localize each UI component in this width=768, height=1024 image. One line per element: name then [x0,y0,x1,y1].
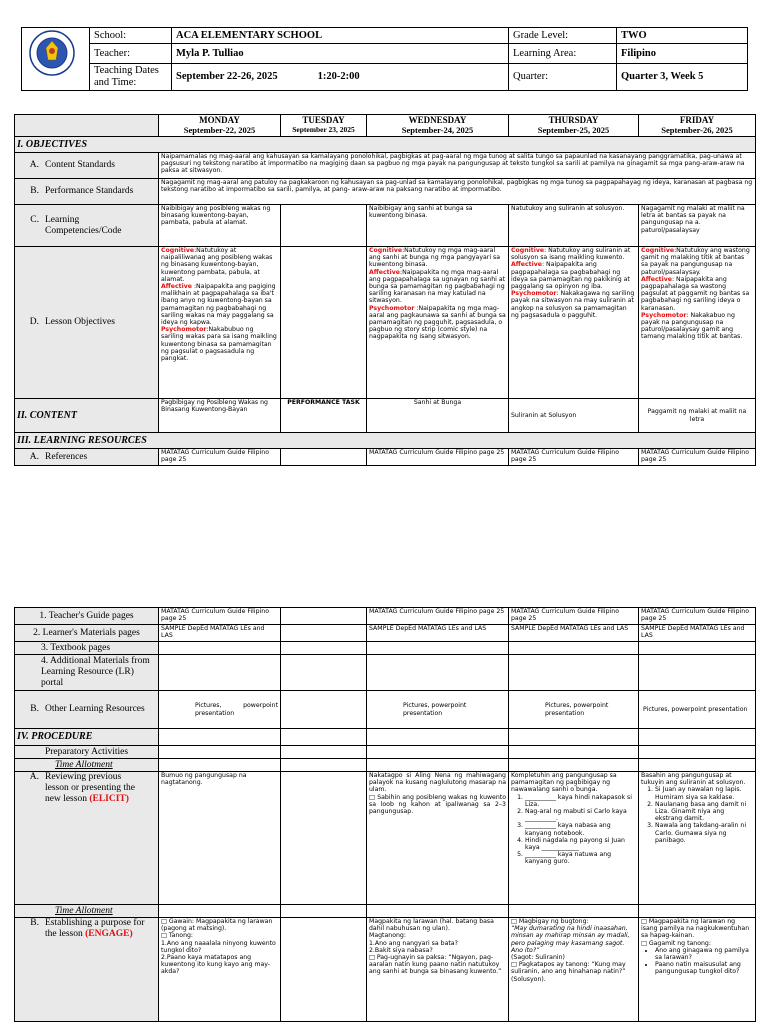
content-friday: Paggamit ng malaki at maliit na letra [639,399,756,433]
olr-friday: Pictures, powerpoint presentation [639,691,756,729]
tg-monday: MATATAG Curriculum Guide Filipino page 25 [159,608,281,625]
lm-friday: SAMPLE DepEd MATATAG LEs and LAS [639,625,756,642]
am-monday [159,655,281,691]
engage-wednesday: Magpakita ng larawan (hal. batang basa dahil nabuhusan ng ulan). Magtanong: 1.Ano ang nangyari sa bata? 2.Bakit siya nabasa? □ Pag-ugnayin sa paksa: “Ngayon, pag-aaralan natin kung paano natin natutukoy ang sanhi at bunga sa binasang kuwento.” [367,918,509,1022]
elicit-monday: Bumuo ng pangungusap na nagtatanong. [159,772,281,905]
competencies-label: C. Learning Competencies/Code [15,205,159,247]
tb-label: 3. Textbook pages [15,642,159,655]
obj-thu-cognitive: Cognitive: Natutukoy ang suliranin at solusyon sa isang maikling kuwento. [511,247,631,262]
engage-label: B. Establishing a purpose for the lesson (ENGAGE) [15,918,159,1022]
teacher-name: Myla P. Tulliao [172,44,509,64]
elicit-wednesday: Nakatagpo si Aling Nena ng mahiwagang palayok na kusang naglulutong masarap na ulam. □ Sabihin ang posibleng wakas ng kuwento sa loob ng kahon at ipaliwanag sa 2–3 pangungusap. [367,772,509,905]
am-wednesday [367,655,509,691]
elicit-tuesday [281,772,367,905]
references-tuesday [281,449,367,466]
olr-monday: Pictures, powerpoint presentation [159,691,281,729]
dates-value [172,64,509,91]
obj-wed-affective: Affective:Naipapakita ng mga mag-aaral ang pagpapahalaga sa ugnayan ng sanhi at bunga sa pamamagitan ng pagbabahagi ng sariling karanasan na may katulad na sitwasyon. [369,268,506,305]
engage-monday: □ Gawain: Magpapakita ng larawan (pagong at matsing). □ Tanong: 1.Ano ang naaalala ninyong kuwento tungkol dito? 2.Paano kaya matatapos ang kuwentong ito kung kayo ang may-akda? [159,918,281,1022]
day-header-monday: MONDAY September-22, 2025 [159,115,281,137]
elicit-label: A. Reviewing previous lesson or presenting the new lesson (ELICIT) [15,772,159,905]
area-value: Filipino [617,44,748,64]
lm-tuesday [281,625,367,642]
lm-monday: SAMPLE DepEd MATATAG LEs and LAS [159,625,281,642]
am-label: 4. Additional Materials from Learning Resource (LR) portal [15,655,159,691]
section-content: II. CONTENT [15,399,159,433]
teacher-label: Teacher: [90,44,172,64]
obj-mon-psychomotor: Psychomotor:Nakabubuo ng sariling wakas para sa isang maikling kuwentong binasa sa pamamagitan ng pagsulat o pagsasadula ng pangkat. [161,326,277,363]
tg-wednesday: MATATAG Curriculum Guide Filipino page 25 [367,608,509,625]
references-thursday: MATATAG Curriculum Guide Filipino page 25 [509,449,639,466]
references-label: A. References [15,449,159,466]
header-table [21,27,748,91]
engage-tuesday [281,918,367,1022]
tg-thursday: MATATAG Curriculum Guide Filipino page 25 [509,608,639,625]
section-resources: III. LEARNING RESOURCES [15,433,756,449]
obj-fri-cognitive: Cognitive:Natutukoy ang wastong gamit ng malaking titik at bantas sa payak na pangungusap na paturol/pasalaysay. [641,247,750,276]
objectives-monday [159,247,281,399]
objectives-tuesday [281,247,367,399]
prep-label: Preparatory Activities [15,746,159,759]
olr-thursday: Pictures, powerpoint presentation [509,691,639,729]
competency-tuesday [281,205,367,247]
obj-mon-cognitive: Cognitive:Natutukoy at naipaliliwanag ang posibleng wakas ng binasang kuwentong-bayan, kuwentong pambata, pabula, at alamat. [161,247,273,283]
tb-tuesday [281,642,367,655]
obj-wed-cognitive: Cognitive:Natutukoy ng mga mag-aaral ang sanhi at bunga ng mga pangyayari sa kuwentong binasa. [369,247,501,269]
tg-label: 1. Teacher's Guide pages [15,608,159,625]
engage-friday: □ Magpapakita ng larawan ng isang pamilya na nagkukwentuhan sa hapag-kainan. □ Gagamit ng tanong: • Ano ang ginagawa ng pamilya sa larawan? • Paano natin maisusulat ang pangungusap tungkol dito? [639,918,756,1022]
tg-friday: MATATAG Curriculum Guide Filipino page 25 [639,608,756,625]
competency-friday: Nagagamit ng malaki at maliit na letra at bantas sa payak na pangungusap na a. paturol/pasalaysay [639,205,756,247]
content-standards-label: A. Content Standards [15,153,159,179]
obj-mon-affective: Affective :Naipapakita ang pagiging malikhain at pagpapahalaga sa iba't ibang anyo ng kuwentong-bayan sa pamamagitan ng pagbabahagi ng sariling wakas na may paggalang sa ideya ng kapwa. [161,283,276,327]
competency-wednesday: Naibibigay ang sanhi at bunga sa kuwentong binasa. [367,205,509,247]
day-header-thursday: THURSDAY September-25, 2025 [509,115,639,137]
day-header-tuesday: TUESDAY September 23, 2025 [281,115,367,137]
section-procedure: IV. PROCEDURE [15,729,159,746]
tg-tuesday [281,608,367,625]
olr-tuesday [281,691,367,729]
content-tuesday: PERFORMANCE TASK [281,399,367,433]
objectives-friday [639,247,756,399]
dll-table-page-1 [14,114,756,466]
tb-thursday [509,642,639,655]
grade-value: TWO [617,28,748,44]
dates-label: Teaching Dates and Time: [90,64,172,91]
grade-label: Grade Level: [509,28,617,44]
references-wednesday: MATATAG Curriculum Guide Filipino page 25 [367,449,509,466]
am-friday [639,655,756,691]
obj-fri-affective: Affective: Naipapakita ang pagpapahalaga sa wastong pagsulat at paggamit ng bantas sa pagbabahagi ng sariling ideya o karanasan. [641,275,750,312]
olr-label: B. Other Learning Resources [15,691,159,729]
competency-thursday: Natutukoy ang suliranin at solusyon. [509,205,639,247]
performance-standards-label: B. Performance Standards [15,179,159,205]
obj-wed-psychomotor: Psychomotor :Naipapakita ng mga mag-aaral ang pagkaunawa sa sanhi at bunga sa pamamagitan ng pagguhit, pagsasadula, o pagbuo ng story strip (comic style) na nagpapakita ng isang sitwasyon. [369,304,506,341]
seal-cell [22,28,90,91]
lm-label: 2. Learner's Materials pages [15,625,159,642]
obj-fri-psychomotor: Psychomotor: Nakakabuo ng payak na pangungusap na paturol/pasalaysay gamit ang tamang malaking titik at bantas. [641,311,743,341]
lesson-objectives-label: D. Lesson Objectives [15,247,159,399]
school-name: ACA ELEMENTARY SCHOOL [172,28,509,44]
elicit-thursday: Kompletuhin ang pangungusap sa pamamagitan ng pagbibigay ng nawawalang sanhi o bunga. 1. __________ kaya hindi nakapasok si Liza. 2. Nag-aral ng mabuti si Carlo kaya __________. 3. __________ kaya nabasa ang kanyang notebook. 4. Hindi nagdala ng payong si Juan kaya ____________ 5. __________ kaya natuwa ang kanyang guro. [509,772,639,905]
time-allotment-1: Time Allotment [15,759,159,772]
am-thursday [509,655,639,691]
content-thursday: Suliranin at Solusyon [509,399,639,433]
quarter-label: Quarter: [509,64,617,91]
references-friday: MATATAG Curriculum Guide Filipino page 25 [639,449,756,466]
time-text: 1:20-2:00 [317,71,360,82]
area-label: Learning Area: [509,44,617,64]
engage-thursday: □ Magbigay ng bugtong: “May dumarating na hindi inaasahan, minsan ay mahirap minsan ay madali, pero palaging may kasamang sagot. Ano ito?” (Sagot: Suliranin) □ Pagkatapos ay tanong: “Kung may suliranin, ano ang hinahanap natin?” (Solusyon). [509,918,639,1022]
obj-thu-psychomotor: Psychomotor: Nakakagawa ng sariling payak na sitwasyon na may suliranin at angkop na solusyon sa pamamagitan ng pagsasadula o pagguhit. [511,290,635,319]
corner-cell [15,115,159,137]
obj-thu-affective: Affective: Naipapakita ang pagpapahalaga sa pagbabahagi ng ideya sa pamamagitan ng pakikinig at paggalang sa opinyon ng iba. [511,261,630,291]
day-header-friday: FRIDAY September-26, 2025 [639,115,756,137]
tb-friday [639,642,756,655]
objectives-wednesday [367,247,509,399]
school-label: School: [90,28,172,44]
section-objectives: I. OBJECTIVES [15,137,756,153]
content-standards-text: Naipamamalas ng mag-aaral ang kahusayan sa kamalayang ponolohikal, pagbigkas at pag-aaral ng mga tunog at salita tungo sa papaunlad na kasanayang panggramatika, pag-unawa at pagsusuri ng tekstong naratibo at impormatibo na magiging daan sa pagbuo ng mga payak na pangungusap at teksto tungkol sa sarili at pamilya na ginagamit sa mga pang-araw-araw na paksa at sitwasyon. [159,153,756,179]
dll-table-page-2 [14,607,756,1022]
content-monday: Pagbibigay ng Posibleng Wakas ng Binasang Kuwentong-Bayan [159,399,281,433]
olr-wednesday: Pictures, powerpoint presentation [367,691,509,729]
content-wednesday: Sanhi at Bunga [367,399,509,433]
objectives-thursday [509,247,639,399]
quarter-value: Quarter 3, Week 5 [617,64,748,91]
tb-monday [159,642,281,655]
lm-thursday: SAMPLE DepEd MATATAG LEs and LAS [509,625,639,642]
performance-standards-text: Nagagamit ng mag-aaral ang patuloy na pagkakaroon ng kahusayan sa pag-unlad sa kamalayang ponolohikal, pagbigkas ng mga tunog sa pagpapahayag ng ideya, karanasan at pagbasa ng tekstong naratibo at impormatibo sa sarili, pamilya, at pang- araw-araw na paksang naratibo at impormatibo. [159,179,756,205]
tb-wednesday [367,642,509,655]
am-tuesday [281,655,367,691]
competency-monday: Naibibigay ang posibleng wakas ng binasang kuwentong-bayan, pambata, pabula at alamat. [159,205,281,247]
lm-wednesday: SAMPLE DepEd MATATAG LEs and LAS [367,625,509,642]
references-monday: MATATAG Curriculum Guide Filipino page 25 [159,449,281,466]
dates-text: September 22-26, 2025 [176,71,278,82]
elicit-friday: Basahin ang pangungusap at tukuyin ang suliranin at solusyon. 1. Si Juan ay nawalan ng lapis. Humiram siya sa kaklase. 2. Naulanang basa ang damit ni Liza. Ginamit niya ang ekstrang damit. 3. Nawala ang takdang-aralin ni Carlo. Gumawa siya ng panibago. [639,772,756,905]
day-header-wednesday: WEDNESDAY September-24, 2025 [367,115,509,137]
time-allotment-2: Time Allotment [15,905,159,918]
